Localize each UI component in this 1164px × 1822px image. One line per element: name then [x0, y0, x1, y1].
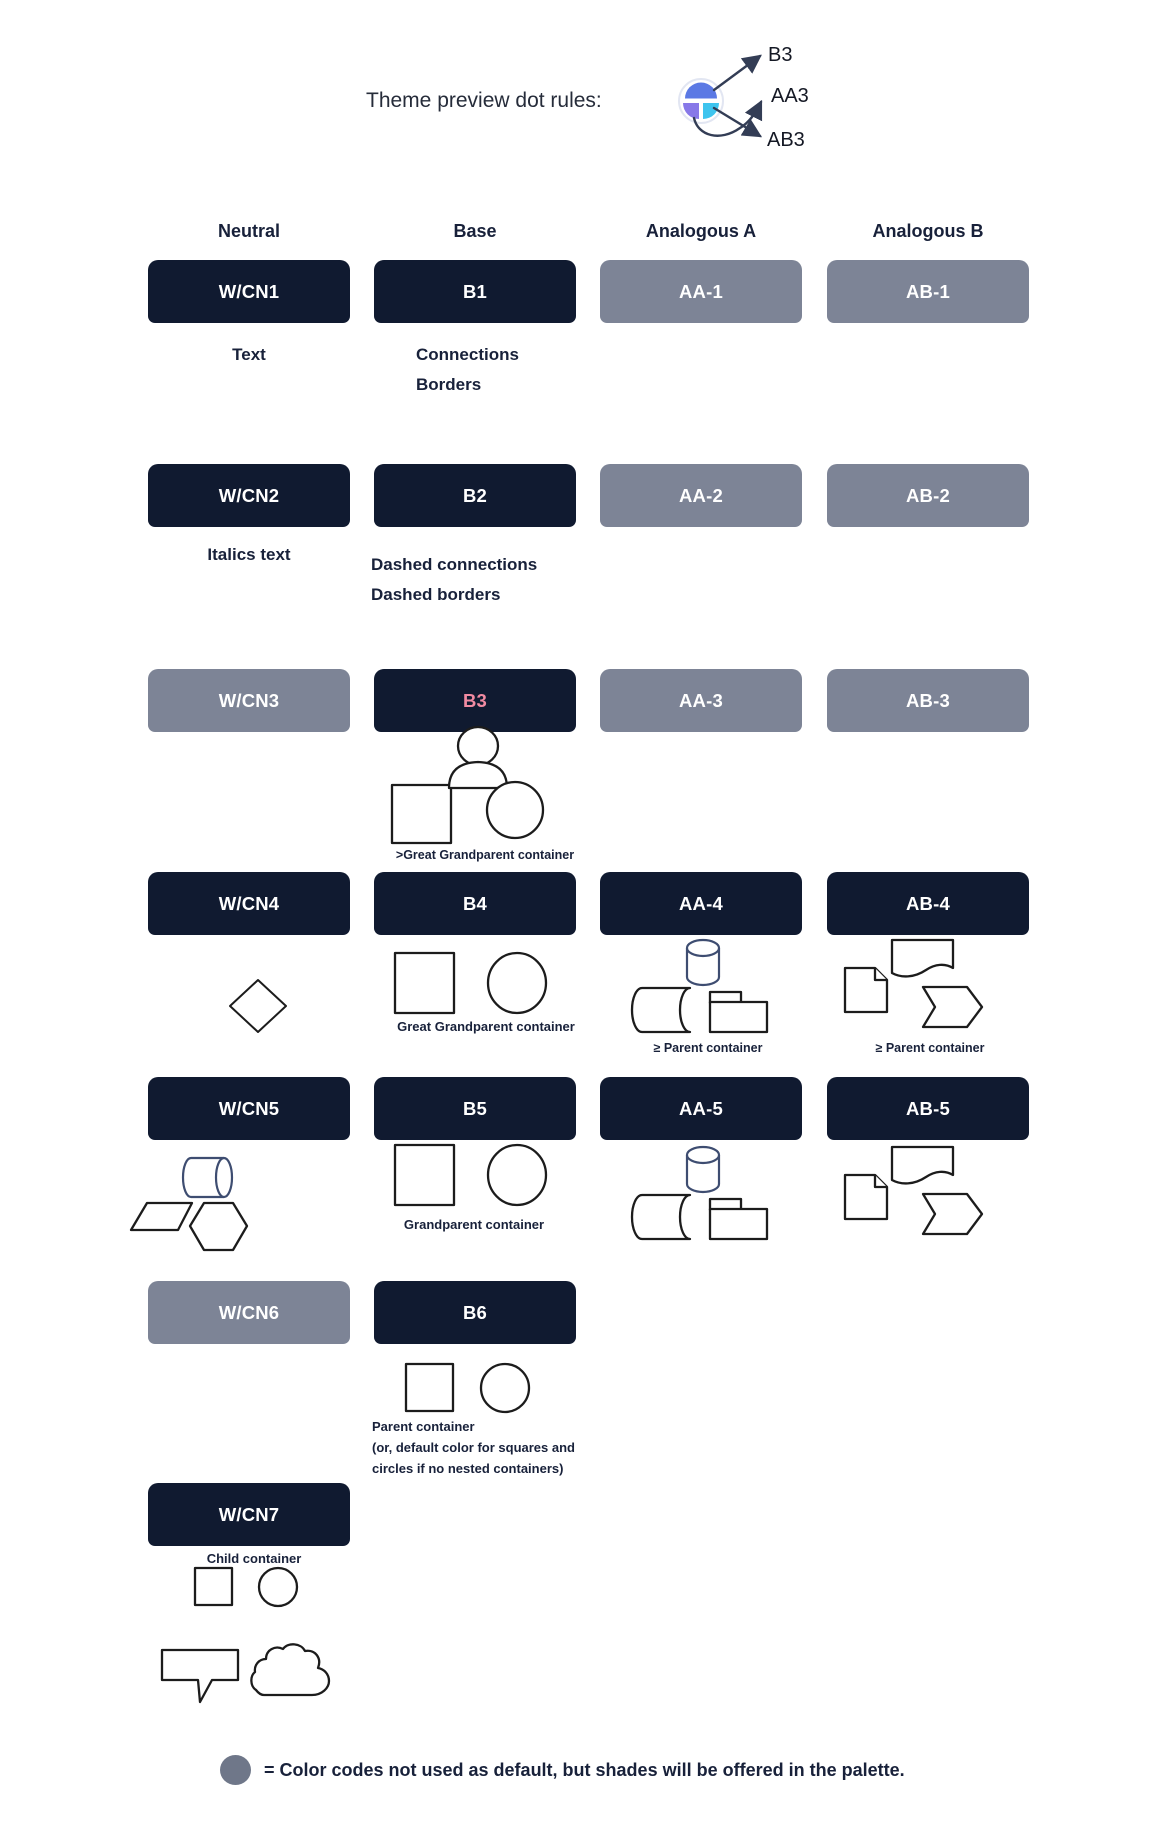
page-wave-chevron-shapes [838, 934, 988, 1034]
caption-italics-text: Italics text [207, 545, 291, 564]
swatch-wcn1 [148, 260, 350, 323]
swatch-label: AB-3 [906, 689, 950, 711]
caption-connections: Connections [416, 345, 519, 364]
ellipse-icon [488, 953, 546, 1013]
column-header-analogous-a: Analogous A [645, 221, 757, 241]
swatch-wcn5 [148, 1077, 350, 1140]
swatch-aa4 [600, 872, 802, 935]
person-square-circle-shapes [385, 722, 575, 854]
swatch-wcn2 [148, 464, 350, 527]
cylinder-parallelogram-hexagon-shapes [125, 1150, 255, 1255]
column-header-neutral: Neutral [217, 221, 280, 241]
page-wave-chevron-shapes [838, 1141, 988, 1241]
swatch-ab1 [827, 260, 1029, 323]
square-circle-shapes [190, 1563, 302, 1609]
swatch-wcn7 [148, 1483, 350, 1546]
caption-great-grandparent: Great Grandparent container [397, 1019, 575, 1034]
swatch-b4 [374, 872, 576, 935]
swatch-label: AB-5 [906, 1097, 950, 1119]
caption-child-container: Child container [206, 1551, 302, 1566]
tabbed-frame-icon [710, 1002, 767, 1032]
square-ellipse-shapes [390, 1140, 555, 1210]
chevron-icon [923, 987, 982, 1027]
theme-preview-dot-diagram [650, 30, 785, 150]
wavy-document-icon [892, 940, 953, 976]
caption-parent-default [372, 1416, 575, 1479]
swatch-label: AB-4 [906, 892, 950, 914]
caption-borders: Borders [416, 375, 482, 394]
caption-line: Parent container [372, 1419, 475, 1434]
caption-line: (or, default color for squares and [372, 1440, 575, 1455]
swatch-label: AB-1 [906, 280, 950, 302]
cylinder-stored-data-shapes [628, 936, 778, 1036]
swatch-wcn4 [148, 872, 350, 935]
swatch-aa2 [600, 464, 802, 527]
swatch-label: AA-5 [679, 1097, 723, 1119]
circle-icon [487, 782, 543, 838]
legend-text: = Color codes not used as default, but shades will be offered in the palette. [264, 1760, 905, 1780]
parallelogram-icon [131, 1203, 192, 1230]
page-title: Theme preview dot rules: [366, 89, 602, 112]
swatch-label: W/CN7 [218, 1503, 280, 1525]
caption-line: circles if no nested containers) [372, 1461, 564, 1476]
swatch-label: B4 [462, 892, 488, 914]
swatch-label: W/CN2 [218, 484, 280, 506]
swatch-aa1 [600, 260, 802, 323]
swatch-b6 [374, 1281, 576, 1344]
swatch-label: B6 [462, 1301, 488, 1323]
caption-dashed-borders: Dashed borders [371, 585, 501, 604]
cylinder-stored-data-shapes [628, 1143, 778, 1243]
swatch-label: B1 [462, 280, 488, 302]
swatch-label: B5 [462, 1097, 488, 1119]
dot-target-aa3: AA3 [771, 85, 809, 107]
swatch-label: AB-2 [906, 484, 950, 506]
wavy-document-icon [892, 1147, 953, 1183]
swatch-ab5 [827, 1077, 1029, 1140]
swatch-label: W/CN3 [218, 689, 280, 711]
square-circle-shapes [400, 1358, 535, 1414]
arrow-to-b3 [714, 56, 760, 90]
stored-data-icon [632, 1195, 690, 1239]
swatch-ab2 [827, 464, 1029, 527]
swatch-b2 [374, 464, 576, 527]
caption-dashed-connections: Dashed connections [371, 555, 538, 574]
speech-bubble-cloud-shapes [155, 1640, 340, 1710]
swatch-b5 [374, 1077, 576, 1140]
square-ellipse-shapes [390, 948, 555, 1018]
swatch-aa3 [600, 669, 802, 732]
ellipse-icon [488, 1145, 546, 1205]
swatch-label: W/CN1 [218, 280, 280, 302]
dot-target-b3: B3 [768, 44, 793, 66]
swatch-label: AA-3 [679, 689, 723, 711]
caption-great-grandparent-gt: >Great Grandparent container [395, 848, 575, 862]
diamond-icon [220, 975, 290, 1037]
swatch-label: AA-1 [679, 280, 723, 302]
swatch-label: AA-4 [679, 892, 723, 914]
swatch-aa5 [600, 1077, 802, 1140]
swatch-label: B3 [462, 689, 488, 711]
tabbed-frame-icon [710, 1209, 767, 1239]
swatch-ab3 [827, 669, 1029, 732]
column-header-analogous-b: Analogous B [872, 221, 984, 241]
page-fold [875, 968, 887, 980]
swatch-wcn6 [148, 1281, 350, 1344]
dot-segment-blue [685, 83, 717, 99]
square-icon [392, 785, 451, 843]
square-icon [395, 1145, 454, 1205]
swatch-wcn3 [148, 669, 350, 732]
column-header-base: Base [453, 221, 497, 241]
swatch-label: W/CN6 [218, 1301, 280, 1323]
hexagon-icon [190, 1203, 247, 1250]
square-icon [395, 953, 454, 1013]
circle-icon [259, 1568, 297, 1606]
caption-text: Text [232, 345, 266, 364]
arrow-to-ab3 [714, 108, 760, 136]
caption-parent-aa: ≥ Parent container [653, 1041, 763, 1055]
chevron-icon [923, 1194, 982, 1234]
cloud-icon [251, 1644, 329, 1695]
speech-bubble-icon [162, 1650, 238, 1702]
legend-dot-icon [220, 1755, 251, 1785]
caption-grandparent: Grandparent container [403, 1217, 545, 1232]
person-icon [458, 727, 498, 765]
swatch-b1 [374, 260, 576, 323]
swatch-ab4 [827, 872, 1029, 935]
swatch-label: B2 [462, 484, 488, 506]
circle-icon [481, 1364, 529, 1412]
square-icon [406, 1364, 453, 1411]
swatch-label: W/CN5 [218, 1097, 280, 1119]
swatch-label: AA-2 [679, 484, 723, 506]
swatch-label: W/CN4 [218, 892, 280, 914]
stored-data-icon [632, 988, 690, 1032]
square-icon [195, 1568, 232, 1605]
caption-parent-ab: ≥ Parent container [875, 1041, 985, 1055]
dot-target-ab3: AB3 [767, 129, 805, 151]
person-body [449, 762, 507, 788]
